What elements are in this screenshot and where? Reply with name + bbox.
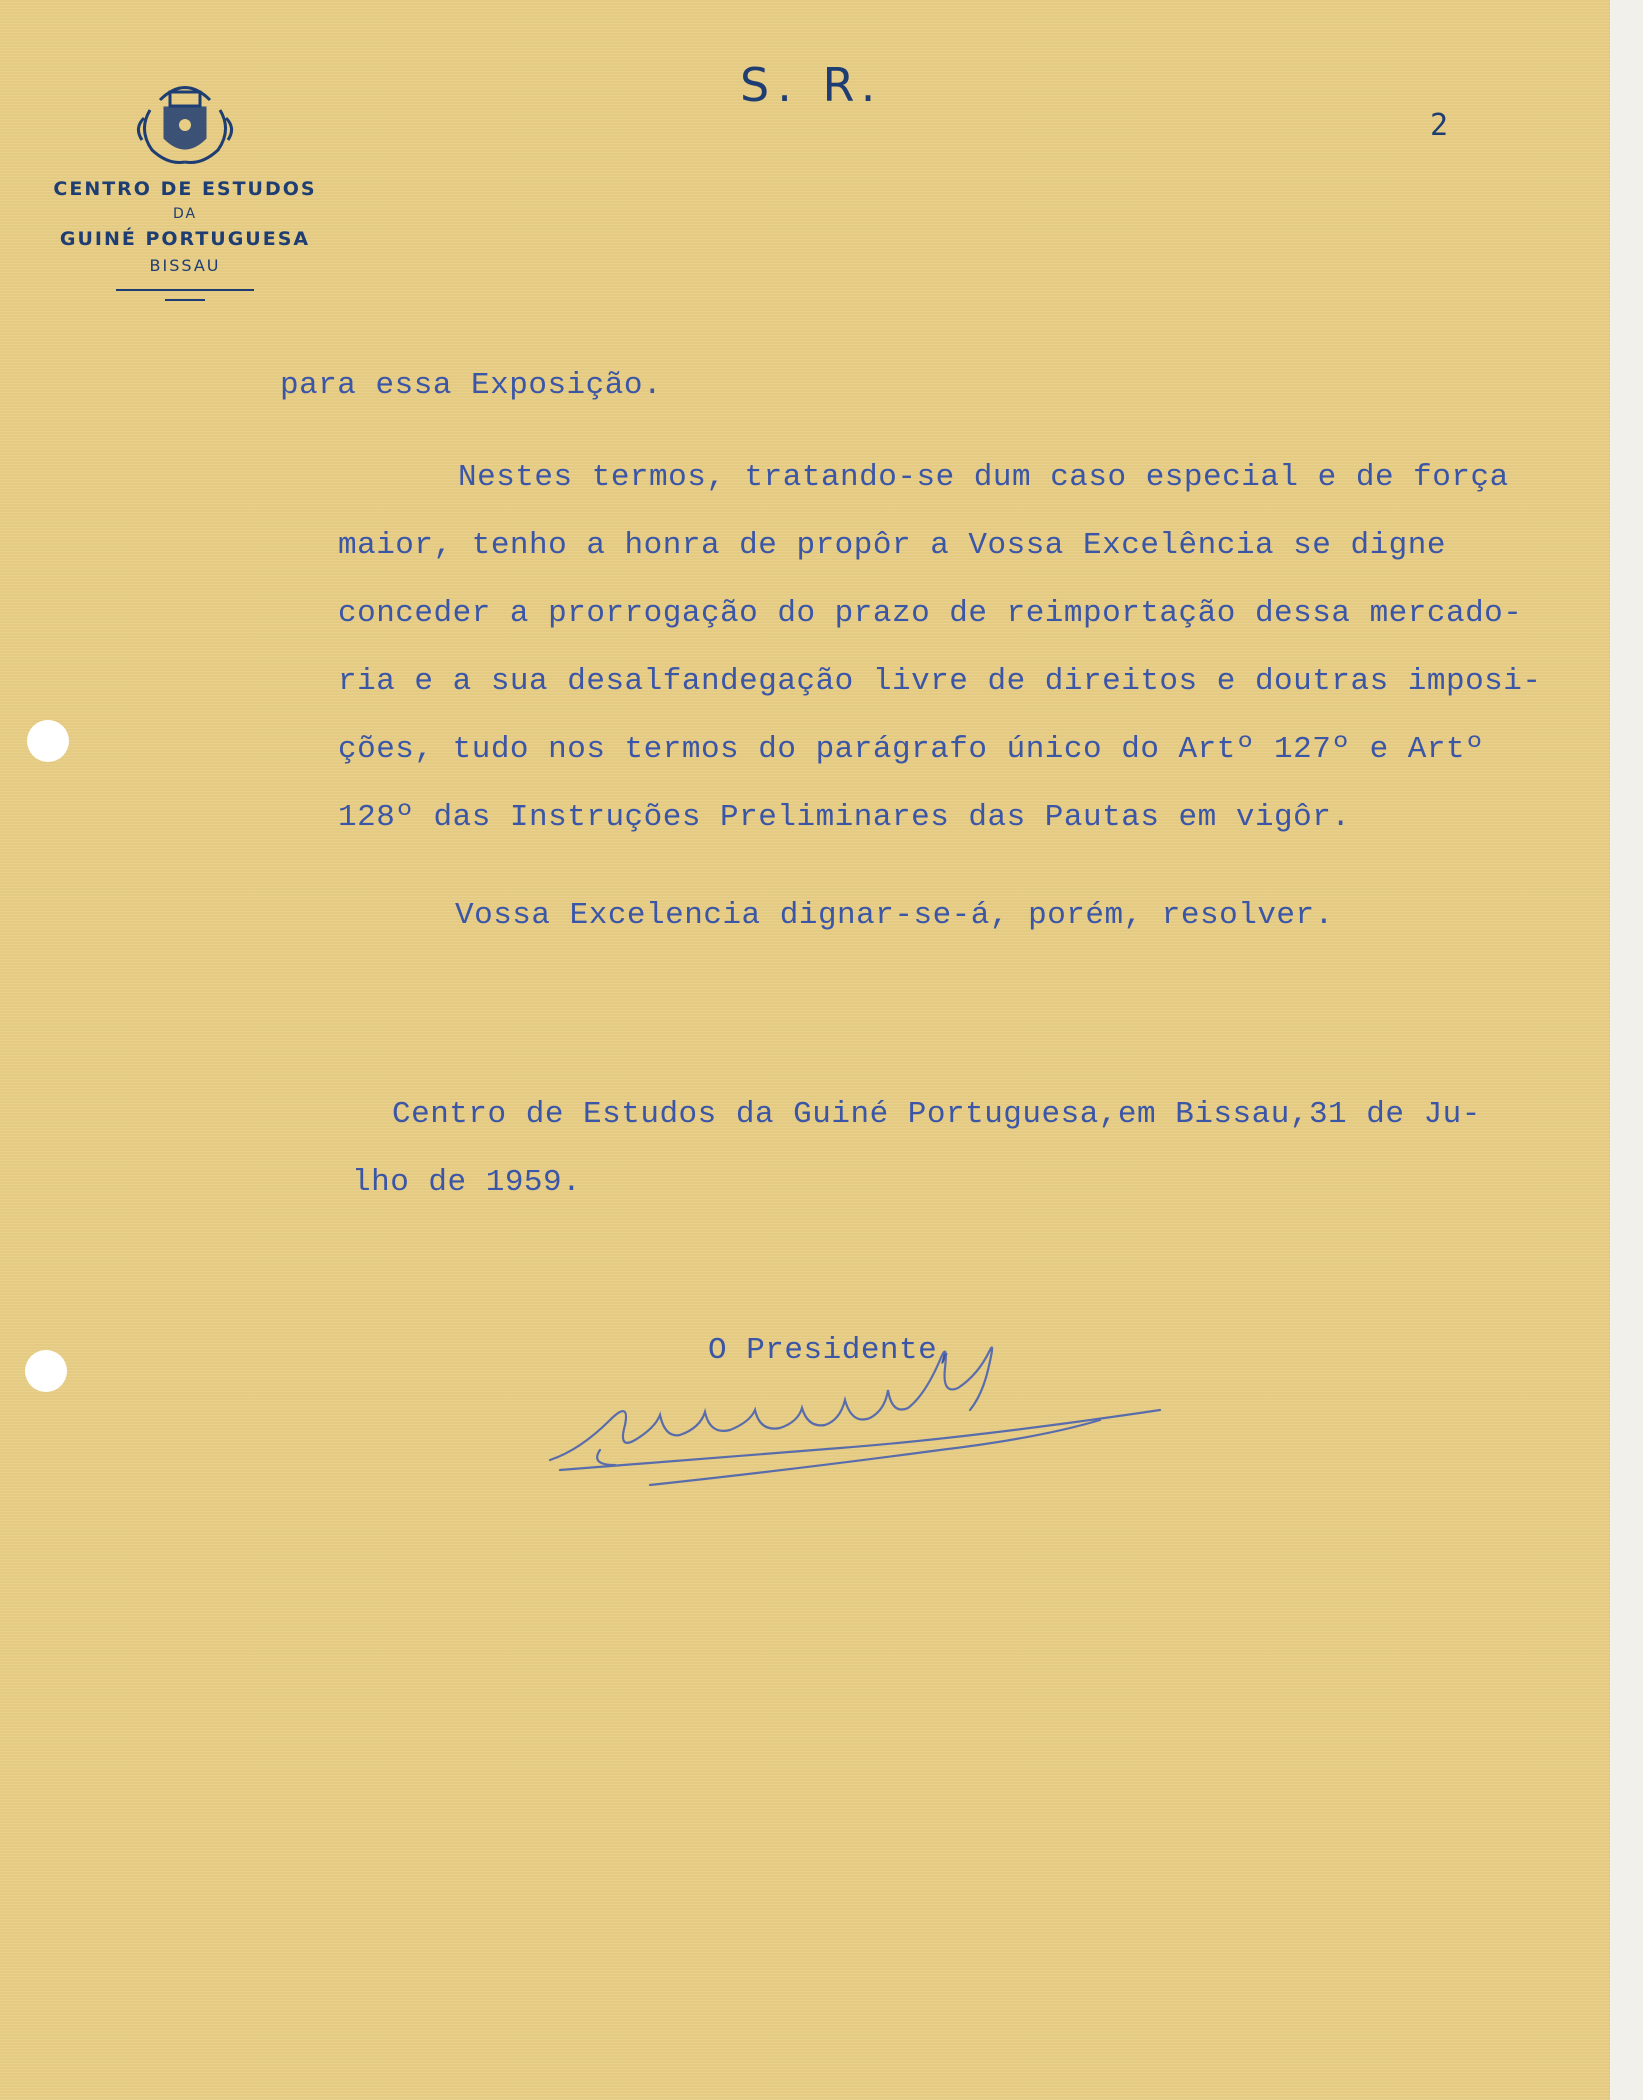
org-name-line3: GUINÉ PORTUGUESA: [59, 228, 311, 250]
org-name-line2: DA: [172, 206, 198, 222]
date-line: lho de 1959.: [352, 1165, 582, 1200]
body-line: ria e a sua desalfandegação livre de direitos e doutras imposi-: [338, 664, 1542, 699]
body-line: ções, tudo nos termos do parágrafo único do Artº 127º e Artº: [338, 732, 1485, 767]
punch-hole-bottom: [25, 1350, 67, 1392]
body-line: Nestes termos, tratando-se dum caso especial e de força: [458, 460, 1509, 495]
letterhead: [25, 70, 345, 301]
letterhead-rule: [116, 289, 254, 291]
signatory-title: O Presidente,: [708, 1333, 957, 1368]
letterhead-rule-short: [165, 299, 205, 301]
org-city: BISSAU: [149, 256, 221, 275]
date-line: Centro de Estudos da Guiné Portuguesa,em Bissau,31 de Ju-: [392, 1097, 1481, 1132]
body-line: maior, tenho a honra de propôr a Vossa Excelência se digne: [338, 528, 1446, 563]
punch-hole-top: [27, 720, 69, 762]
signature: [540, 1300, 1180, 1510]
body-line: conceder a prorrogação do prazo de reimportação dessa mercado-: [338, 596, 1523, 631]
body-line: 128º das Instruções Preliminares das Pautas em vigôr.: [338, 800, 1351, 835]
coat-of-arms-icon: [130, 70, 240, 170]
page-edge: [1610, 0, 1643, 2100]
body-line: para essa Exposição.: [280, 368, 663, 403]
org-name-line1: CENTRO DE ESTUDOS: [53, 178, 317, 200]
document-title: S. R.: [740, 58, 884, 112]
page-number: 2: [1430, 108, 1449, 143]
closing-line: Vossa Excelencia dignar-se-á, porém, resolver.: [455, 898, 1334, 933]
